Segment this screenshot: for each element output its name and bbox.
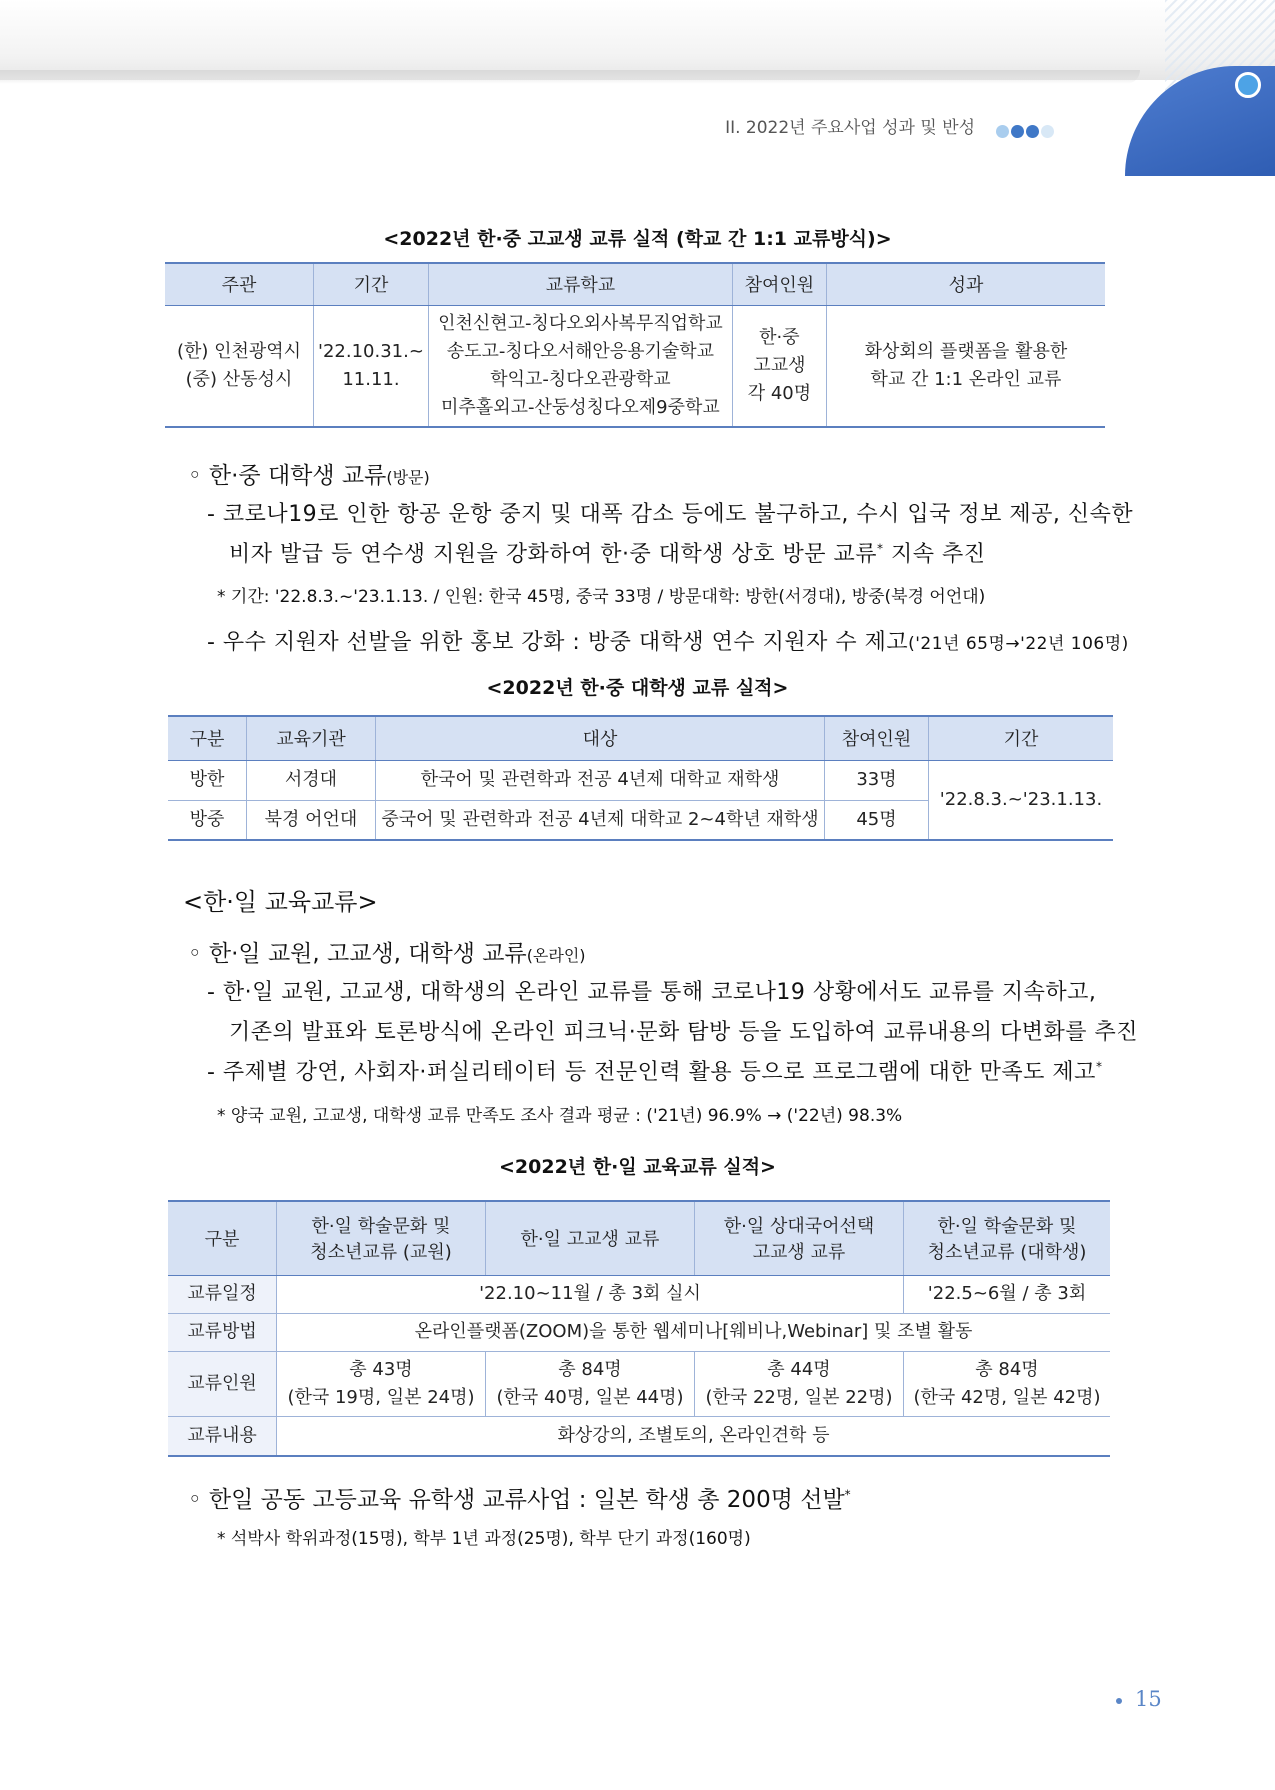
japan-dash2: - 주제별 강연, 사회자·퍼실리테이터 등 전문인력 활용 등으로 프로그램에 대한 만족도 제고* (207, 1059, 1103, 1085)
cell-target: 중국어 및 관련학과 전공 4년제 대학교 2~4학년 재학생 (376, 800, 825, 840)
header-shadow (0, 70, 1140, 84)
table-row (168, 1416, 1110, 1456)
cell-institution: 서경대 (247, 760, 376, 800)
japan-note: * 양국 교원, 고교생, 대학생 교류 만족도 조사 결과 평균 : ('21년) 96.9% → ('22년) 98.3% (217, 1106, 903, 1126)
cell-result: 화상회의 플랫폼을 활용한 학교 간 1:1 온라인 교류 (826, 305, 1105, 427)
th-count: 참여인원 (825, 716, 929, 760)
cell-people: 총 84명 (한국 40명, 일본 44명) (486, 1351, 695, 1416)
table-row (168, 1313, 1110, 1351)
bullet-joint-program: ◦ 한일 공동 고등교육 유학생 교류사업 : 일본 학생 총 200명 선발* (188, 1487, 851, 1513)
univ-note: * 기간: '22.8.3.~'23.1.13. / 인원: 한국 45명, 중국 33명 / 방문대학: 방한(서경대), 방중(북경 어언대) (217, 587, 986, 607)
header-band (0, 0, 1275, 80)
header-dot (1026, 125, 1039, 138)
table2-caption: <2022년 한·중 대학생 교류 실적> (486, 677, 789, 699)
table-row (168, 1351, 1110, 1416)
page-number: 15 (1135, 1687, 1162, 1711)
header-dot (1011, 125, 1024, 138)
univ-dash1-line2: 비자 발급 등 연수생 지원을 강화하여 한·중 대학생 상호 방문 교류* 지속 추진 (229, 541, 986, 567)
table1-caption: <2022년 한·중 고교생 교류 실적 (학교 간 1:1 교류방식)> (383, 228, 892, 250)
cell-content: 화상강의, 조별토의, 온라인견학 등 (277, 1416, 1111, 1456)
cell-people: 총 84명 (한국 42명, 일본 42명) (904, 1351, 1111, 1416)
cell-type: 방한 (168, 760, 247, 800)
cell-institution: 북경 어언대 (247, 800, 376, 840)
table-korea-china-university (168, 715, 1113, 841)
table3-caption: <2022년 한·일 교육교류 실적> (499, 1156, 776, 1178)
cell-count: 33명 (825, 760, 929, 800)
header-dots (996, 121, 1056, 135)
cell-people: 총 44명 (한국 22명, 일본 22명) (695, 1351, 904, 1416)
cell-type: 방중 (168, 800, 247, 840)
th-period: 기간 (314, 263, 429, 305)
th-result: 성과 (826, 263, 1105, 305)
row-label: 교류방법 (168, 1313, 277, 1351)
univ-dash2: - 우수 지원자 선발을 위한 홍보 강화 : 방중 대학생 연수 지원자 수 제고('21년 65명→'22년 106명) (207, 630, 1129, 655)
th-language: 한·일 상대국어선택 고교생 교류 (695, 1201, 904, 1275)
cell-schedule: '22.10~11월 / 총 3회 실시 (277, 1275, 904, 1313)
th-institution: 교육기관 (247, 716, 376, 760)
cell-count: 45명 (825, 800, 929, 840)
univ-dash1-line1: - 코로나19로 인한 항공 운항 중지 및 대폭 감소 등에도 불구하고, 수시 입국 정보 제공, 신속한 (207, 502, 1134, 527)
row-label: 교류인원 (168, 1351, 277, 1416)
th-highschool: 한·일 고교생 교류 (486, 1201, 695, 1275)
table-row (168, 1275, 1110, 1313)
bullet-japan-exchange: ◦ 한·일 교원, 고교생, 대학생 교류(온라인) (188, 941, 586, 967)
bullet-university-exchange: ◦ 한·중 대학생 교류(방문) (188, 463, 430, 489)
joint-note: * 석박사 학위과정(15명), 학부 1년 과정(25명), 학부 단기 과정(160명) (217, 1529, 751, 1549)
table-korea-china-highschool (165, 262, 1105, 428)
cell-target: 한국어 및 관련학과 전공 4년제 대학교 재학생 (376, 760, 825, 800)
th-type: 구분 (168, 716, 247, 760)
table-row (165, 305, 1105, 427)
header-circle-icon (1235, 72, 1261, 98)
th-category: 구분 (168, 1201, 277, 1275)
th-participants: 참여인원 (732, 263, 826, 305)
th-period: 기간 (929, 716, 1114, 760)
table-korea-japan-exchange (168, 1200, 1110, 1457)
header-dot (996, 125, 1009, 138)
cell-participants: 한·중 고교생 각 40명 (732, 305, 826, 427)
th-schools: 교류학교 (428, 263, 732, 305)
cell-period: '22.8.3.~'23.1.13. (929, 760, 1114, 840)
header-dot (1041, 125, 1054, 138)
row-label: 교류일정 (168, 1275, 277, 1313)
cell-schools: 인천신현고-칭다오외사복무직업학교 송도고-칭다오서해안응용기술학교 학익고-칭다오관광학교 미추홀외고-산둥성칭다오제9중학교 (428, 305, 732, 427)
cell-schedule-last: '22.5~6월 / 총 3회 (904, 1275, 1111, 1313)
cell-host: (한) 인천광역시 (중) 산동성시 (165, 305, 314, 427)
japan-dash1-line2: 기존의 발표와 토론방식에 온라인 피크닉·문화 탐방 등을 도입하여 교류내용의 다변화를 추진 (229, 1020, 1139, 1045)
cell-people: 총 43명 (한국 19명, 일본 24명) (277, 1351, 486, 1416)
cell-period: '22.10.31.~ 11.11. (314, 305, 429, 427)
table-row (168, 760, 1113, 800)
running-header-title: II. 2022년 주요사업 성과 및 반성 (725, 118, 975, 138)
japan-dash1-line1: - 한·일 교원, 고교생, 대학생의 온라인 교류를 통해 코로나19 상황에서도 교류를 지속하고, (207, 980, 1097, 1005)
th-target: 대상 (376, 716, 825, 760)
cell-method: 온라인플랫폼(ZOOM)을 통한 웹세미나[웨비나,Webinar] 및 조별 활동 (277, 1313, 1111, 1351)
th-teachers: 한·일 학술문화 및 청소년교류 (교원) (277, 1201, 486, 1275)
th-university: 한·일 학술문화 및 청소년교류 (대학생) (904, 1201, 1111, 1275)
section-heading-japan: <한·일 교육교류> (183, 888, 378, 916)
row-label: 교류내용 (168, 1416, 277, 1456)
th-host: 주관 (165, 263, 314, 305)
page-number-dot (1116, 1698, 1122, 1704)
